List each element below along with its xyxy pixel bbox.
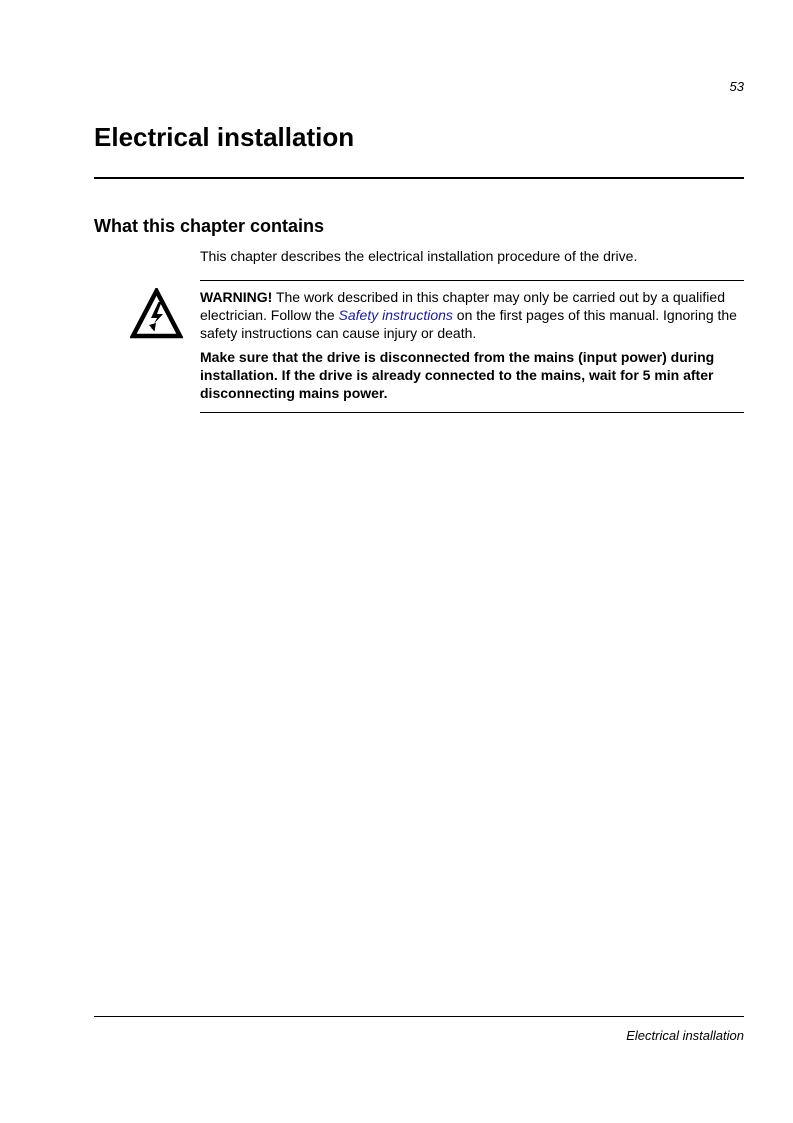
warning-divider-bottom: [200, 412, 744, 413]
warning-label: WARNING!: [200, 289, 273, 305]
high-voltage-warning-icon: [130, 288, 183, 340]
warning-text-before-link: The work described in this chapter may only be carried out by a qualified electrician. Follow the: [200, 289, 725, 323]
title-divider: [94, 177, 744, 179]
page-number: 53: [729, 79, 744, 94]
chapter-title: Electrical installation: [94, 122, 355, 152]
footer-title: Electrical installation: [626, 1028, 744, 1043]
footer-divider: [94, 1016, 744, 1017]
section-heading: What this chapter contains: [94, 216, 325, 236]
warning-text-after-link: on the first pages of this manual. Ignoring the safety instructions can cause injury or death.: [200, 307, 737, 341]
section-intro: This chapter describes the electrical installation procedure of the drive.: [200, 248, 638, 264]
warning-text: [200, 288, 748, 342]
safety-instructions-link[interactable]: Safety instructions: [338, 307, 453, 323]
warning-divider-top: [200, 280, 744, 281]
warning-bold-note: Make sure that the drive is disconnected from the mains (input power) during installation. If the drive is already connected to the mains, wait for 5 min after disconnecting mains power.: [200, 349, 715, 401]
